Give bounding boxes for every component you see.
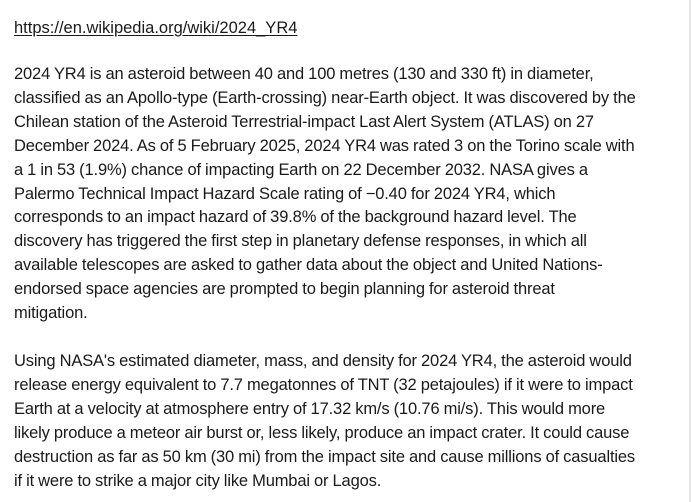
paragraph-impact-energy: Using NASA's estimated diameter, mass, and density for 2024 YR4, the asteroid would release energy equivalent to 7.7 megatonnes of TNT (32 petajoules) if it were to impact Earth at a velocity at atmosphere entry of 17.32 km/s (10.76 mi/s). This would more likely produce a meteor air burst or, less likely, produce an impact crater. It could cause destruction as far as 50 km (30 mi) from the impact site and cause millions of casualties if it were to strike a major city like Mumbai or Lagos. <box>14 351 636 490</box>
paragraph-intro: 2024 YR4 is an asteroid between 40 and 100 metres (130 and 330 ft) in diameter, classified as an Apollo-type (Earth-crossing) near-Earth object. It was discovered by the Chilean station of the Asteroid Terrestrial-impact Last Alert System (ATLAS) on 27 December 2024. As of 5 February 2025, 2024 YR4 was rated 3 on the Torino scale with a 1 in 53 (1.9%) chance of impacting Earth on 22 December 2032. NASA gives a Palermo Technical Impact Hazard Scale rating of −0.40 for 2024 YR4, which corresponds to an impact hazard of 39.8% of the background hazard level. The discovery has triggered the first step in planetary defense responses, in which all available telescopes are asked to gather data about the object and United Nations- endorsed space agencies are prompted to begin planning for asteroid threat mitigation. <box>14 65 636 323</box>
source-link[interactable]: https://en.wikipedia.org/wiki/2024_YR4 <box>14 19 298 37</box>
